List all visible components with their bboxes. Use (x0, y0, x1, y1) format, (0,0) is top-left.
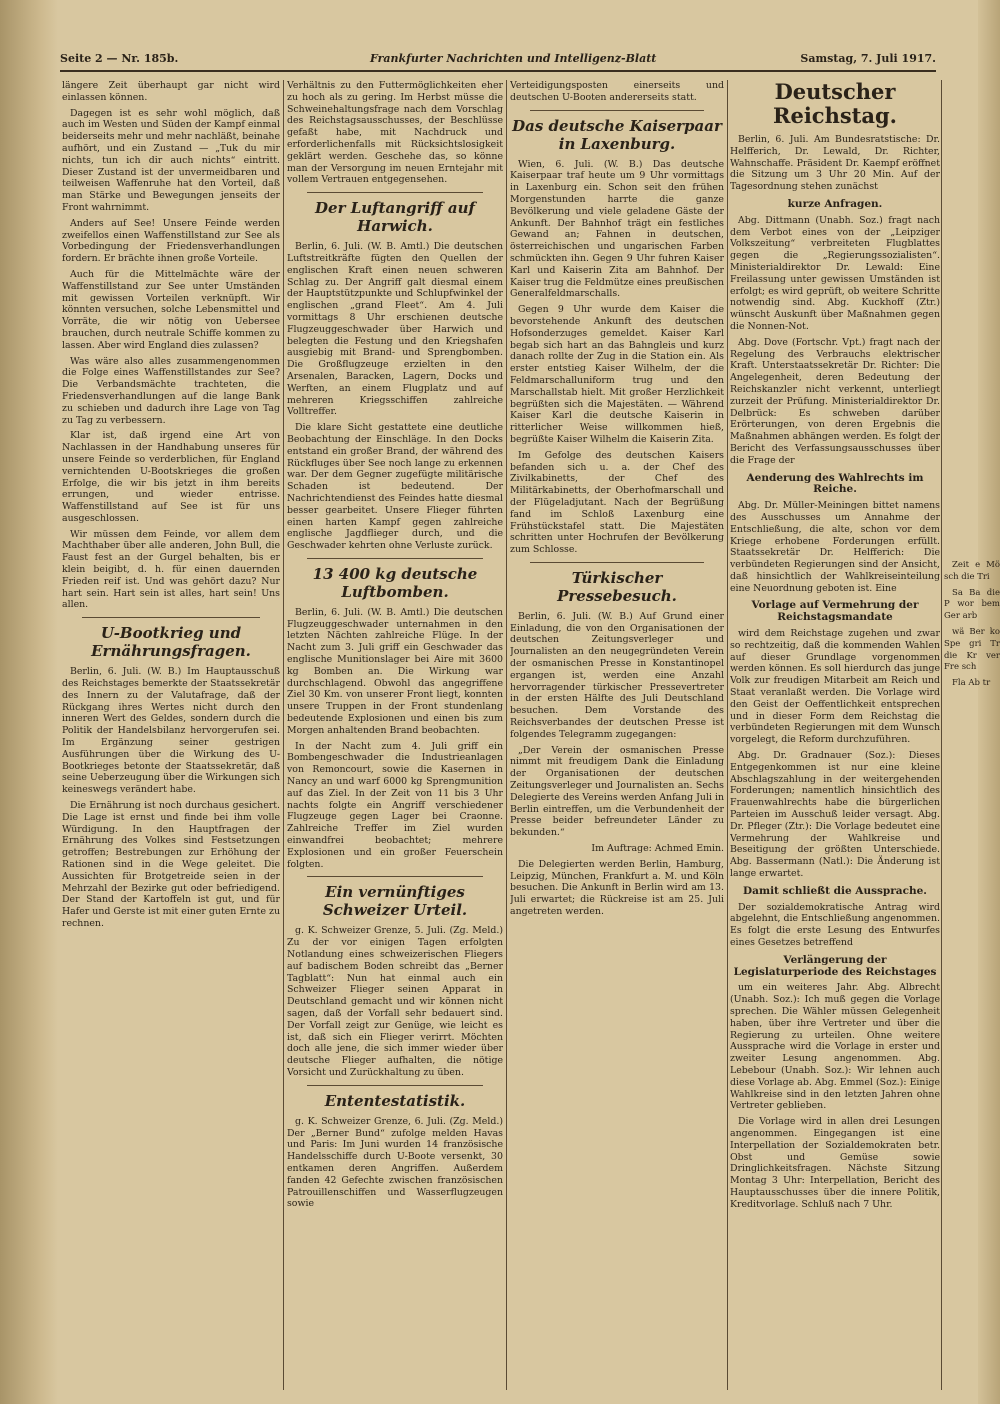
article-text: Gegen 9 Uhr wurde dem Kaiser die bevorstehende Ankunft des deutschen Hofsonderzuges gemeldet. Kaiser Karl begab sich hart an das Bahngleis und kurz danach rollte der Zug in die Station ein. Als erster entstieg Kaiser Wilhelm, der die Feldmarschalluniform trug und den Marschallstab hielt. Mit großer Herzlichkeit begrüßten sich die Majestäten. — Während Kaiser Karl die deutsche Kaiserin in ritterlicher Weise willkommen hieß, begrüßte Kaiser Wilhelm die Kaiserin Zita. (510, 304, 724, 445)
page-fold-left (0, 0, 58, 1404)
article-text: Die Ernährung ist noch durchaus gesichert. Die Lage ist ernst und finde bei ihm volle Würdigung. In den Hauptfragen der Ernährung des Volkes sind Festsetzungen getroffen; Bestrebungen zur Erhöhung der Rationen sind in die Wege geleitet. Die Aussichten für Brotgetreide seien in der Mehrzahl der Bezirke gut oder befriedigend. Der Stand der Kartoffeln ist gut, und für Hafer und Gerste ist mit einer guten Ernte zu rechnen. (62, 800, 280, 929)
article-signature: Im Auftrage: Achmed Emin. (591, 843, 724, 855)
article-text: In der Nacht zum 4. Juli griff ein Bombengeschwader die Industrieanlagen von Remoncourt, sowie die Kasernen in Nancy an und warf 6000 kg Sprengmunition auf das Ziel. In der Zeit von 11 bis 3 Uhr nachts folgte ein Angriff verschiedener Flugzeuge gegen Lager bei Craonne. Zahlreiche Treffer im Ziel wurden einwandfrei beobachtet; mehrere Explosionen und ein großer Feuerschein folgten. (287, 740, 503, 870)
page-header (60, 52, 936, 72)
article-headline: Ein vernünftiges Schweizer Urteil. (322, 883, 468, 920)
article-headline: Das deutsche Kaiserpaar in Laxenburg. (512, 116, 722, 153)
article-text: Wir müssen dem Feinde, vor allem dem Machthaber über alle anderen, John Bull, die Faust fest an der Gurgel behalten, bis er klein beigibt, d. h. für einen dauernden Frieden reif ist. Und was gehört dazu? Nur hart sein. Hart sein ist alles, hart sein! Uns allen. (62, 528, 280, 611)
column-5-partial (944, 80, 1000, 1390)
article-text: Die Delegierten werden Berlin, Hamburg, Leipzig, München, Frankfurt a. M. und Köln besuchen. Die Ankunft in Berlin wird am 13. Juli erwartet; die Rückreise ist am 25. Juli angetreten werden. (510, 858, 724, 918)
column-2 (287, 80, 503, 1390)
article-text: „Der Verein der osmanischen Presse nimmt mit freudigem Dank die Einladung der Organisationen der deutschen Zeitungsverleger und Journalisten an. Sechs Delegierte des Vereins werden Anfang Juli in Berlin eintreffen, um die Verbundenheit der Presse beider befreundeter Länder zu bekunden.“ (510, 744, 724, 839)
section-headline: Deutscher Reichstag. (773, 80, 897, 128)
article-text: Berlin, 6. Juli. Am Bundesratstische: Dr. Helfferich, Dr. Lewald, Dr. Richter, Wahnschaffe. Präsident Dr. Kaempf eröffnet die Sitzung um 3 Uhr 20 Min. Auf der Tagesordnung stehen zunächst (730, 134, 940, 193)
subheading: Damit schließt die Aussprache. (743, 884, 927, 897)
article-text: Berlin, 6. Juli. (W. B.) Auf Grund einer Einladung, die von den Organisationen der deutschen Zeitungsverleger und Journalisten an den neugegründeten Verein der osmanischen Presse in Konstantinopel ergangen ist, werden eine Anzahl hervorragender türkischer Pressevertreter in der ersten Hälfte des Juli Deutschland besuchen. Dem Vorstande des Reichsverbandes der deutschen Presse ist folgendes Telegramm zugegangen: (510, 610, 724, 740)
article-text: Im Gefolge des deutschen Kaisers befanden sich u. a. der Chef des Zivilkabinetts, der Chef des Militärkabinetts, der Oberhofmarschall und der Flügeladjutant. Nach der Begrüßung fand im Schloß Laxenburg eine Frühstückstafel statt. Die Majestäten schritten unter Hochrufen der Bevölkerung zum Schlosse. (510, 449, 724, 556)
subheading: Vorlage auf Vermehrung der Reichstagsmandate (751, 599, 919, 624)
article-text: Wien, 6. Juli. (W. B.) Das deutsche Kaiserpaar traf heute um 9 Uhr vormittags in Laxenburg ein. Schon seit den frühen Morgenstunden harrte die ganze Bevölkerung und viele geladene Gäste der Ankunft. Der Bahnhof trägt ein festliches Gewand an; Fahnen in deutschen, österreichischen und ungarischen Farben schmückten ihn. Gegen 9 Uhr fuhren Kaiser Karl und Kaiserin Zita am Bahnhof. Der Kaiser trug die Feldmütze eines preußischen Generalfeldmarschalls. (510, 158, 724, 300)
column-1 (62, 80, 280, 1390)
article-text: Berlin, 6. Juli. (W. B. Amtl.) Die deutschen Luftstreitkräfte fügten den Quellen der englischen Kraft einen neuen schweren Schlag zu. Der Angriff galt diesmal einem der Hauptstützpunkte und Schlupfwinkel der englischen „grand Fleet“. Am 4. Juli vormittags 8 Uhr erschienen deutsche Flugzeuggeschwader über Harwich und belegten die Festung und den Kriegshafen ausgiebig mit Brand- und Sprengbomben. Die Großflugzeuge erzielten in den Arsenalen, Baracken, Lagern, Docks und Werften, an einem Flugplatz und auf mehreren Kriegsschiffen zahlreiche Volltreffer. (287, 241, 503, 418)
column-4 (730, 80, 940, 1390)
column-divider (283, 80, 284, 1390)
article-text: Abg. Dr. Müller-Meiningen bittet namens des Ausschusses um Annahme der Entschließung, die alte, schon vor dem Kriege erhobene Forderungen erfüllt. Staatssekretär Dr. Helfferich: Die verbündeten Regierungen sind der Ansicht, daß hinsichtlich der Wahlkreiseinteilung eine Neuordnung geboten ist. Eine (730, 500, 940, 594)
article-text: Abg. Dove (Fortschr. Vpt.) fragt nach der Regelung des Verbrauchs elektrischer Kraft. Unterstaatssekretär Dr. Richter: Die Angelegenheit, deren Bedeutung der Reichskanzler nicht verkennt, unterliegt zurzeit der Prüfung. Ministerialdirektor Dr. Delbrück: Es schweben darüber Erörterungen, von deren Ergebnis die Maßnahmen abhängen werden. Es folgt der Bericht des Verfassungsausschusses über die Frage der (730, 336, 940, 466)
article-headline: 13 400 kg deutsche Luftbomben. (312, 564, 478, 601)
article-text: Klar ist, daß irgend eine Art von Nachlassen in der Handhabung unseres für unsere Feinde so verderblichen, für England vernichtenden U-Bootskrieges die großen Erfolge, die wir bis jetzt in ihm bereits errungen, und wieder entrisse. Waffenstillstand auf See ist für uns ausgeschlossen. (62, 430, 280, 524)
article-text: um ein weiteres Jahr. Abg. Albrecht (Unabh. Soz.): Ich muß gegen die Vorlage sprechen. Die Wähler müssen Gelegenheit haben, über ihre Vertreter und über die Regierung zu urteilen. Ohne weitere Aussprache wird die Vorlage in erster und zweiter Lesung angenommen. Abg. Lebebour (Unabh. Soz.): Wir lehnen auch diese Vorlage ab. Abg. Emmel (Soz.): Einige Wahlkreise sind in den letzten Jahren ohne Vertreter geblieben. (730, 982, 940, 1112)
masthead: Frankfurter Nachrichten und Intelligenz-Blatt (370, 52, 657, 65)
subheading: Verlängerung der Legislaturperiode des Reichstages (733, 953, 937, 978)
article-headline: Ententestatistik. (324, 1091, 466, 1110)
article-text: längere Zeit überhaupt gar nicht wird einlassen können. (62, 80, 280, 103)
subheading: kurze Anfragen. (787, 197, 883, 210)
article-text: Fla Ab tr (952, 678, 991, 689)
article-separator (307, 192, 483, 193)
article-text: Dagegen ist es sehr wohl möglich, daß auch im Westen und Süden der Kampf einmal beiderseits mehr und mehr nachläßt, beinahe aufhört, und ein Zustand — „Tuk du mir nichts, tun ich dir auch nichts“ eintritt. Dieser Zustand ist der unvermeidbaren und teilweisen Waffenruhe hat den Vorteil, daß man Stärke und Bewegungen jenseits der Front wahrnimmt. (62, 107, 280, 213)
article-separator (530, 110, 704, 111)
article-text: Verhältnis zu den Futtermöglichkeiten eher zu hoch als zu gering. Im Herbst müsse die Schweinehaltungsfrage nach dem Vorschlag des Reichstagsausschusses, der Beschlüsse gefaßt habe, mit Nachdruck und erforderlichenfalls mit Rücksichtslosigkeit geklärt werden. Geschehe das, so könne man der Versorgung im neuen Erntejahr mit vollem Vertrauen entgegensehen. (287, 80, 503, 186)
article-separator (82, 617, 260, 618)
article-text: wä Ber ko Spe gri Tr die Kr ver Fre sch (944, 626, 1000, 673)
column-divider (941, 80, 942, 1390)
article-text: Zeit e Mö sch die Tri (944, 560, 1000, 582)
article-text: wird dem Reichstage zugehen und zwar so rechtzeitig, daß die kommenden Wahlen auf dieser Grundlage vorgenommen werden können. Es soll hierdurch das junge Volk zur freudigen Mitarbeit am Reich und Staat veranlaßt werden. Die Vorlage wird den Geist der Oeffentlichkeit entsprechen und in dieser Form dem Reichstag die verbündeten Regierungen mit dem Wunsch vorgelegt, die Reform durchzuführen. (730, 628, 940, 746)
article-text: g. K. Schweizer Grenze, 5. Juli. (Zg. Meld.) Zu der vor einigen Tagen erfolgten Notlandung eines schweizerischen Fliegers auf badischem Boden schreibt das „Berner Tagblatt“: Nun hat einmal auch ein Schweizer Flieger seinen Apparat in Deutschland gemacht und wir können nicht sagen, daß der Vorfall sehr bedauert sind. Der Vorfall zeigt zur Genüge, wie leicht es ist, daß sich ein Flieger verirrt. Möchten doch alle jene, die sich immer wieder über deutsche Flieger aufhalten, die nötige Vorsicht und Zurückhaltung zu üben. (287, 925, 503, 1078)
article-text: Abg. Dr. Gradnauer (Soz.): Dieses Entgegenkommen ist nur eine kleine Abschlagszahlung in der weitergehenden Forderungen; namentlich hinsichtlich des Frauenwahlrechts habe die bürgerlichen Parteien im Ausschuß leider versagt. Abg. Dr. Pfleger (Ztr.): Die Vorlage bedeutet eine Vermehrung der Wahlkreise und Beseitigung der größten Unterschiede. Abg. Bassermann (Natl.): Die Änderung ist lange erwartet. (730, 750, 940, 880)
article-separator (307, 876, 483, 877)
column-divider (727, 80, 728, 1390)
article-text: Der sozialdemokratische Antrag wird abgelehnt, die Entschließung angenommen. Es folgt die erste Lesung des Entwurfes eines Gesetzes betreffend (730, 901, 940, 948)
article-text: Abg. Dittmann (Unabh. Soz.) fragt nach dem Verbot eines von der „Leipziger Volkszeitung“ verbreiteten Flugblattes gegen die „Regierungssozialisten“. Ministerialdirektor Dr. Lewald: Eine Freilassung unter gewissen Umständen ist erfolgt; es wird geprüft, ob weitere Schritte notwendig sind. Abg. Kuckhoff (Ztr.) wünscht Auskunft über Maßnahmen gegen die Nonnen-Not. (730, 214, 940, 332)
article-separator (307, 1085, 483, 1086)
issue-date: Samstag, 7. Juli 1917. (800, 52, 936, 65)
column-divider (506, 80, 507, 1390)
article-headline: Türkischer Pressebesuch. (557, 568, 677, 605)
article-text: Die klare Sicht gestattete eine deutliche Beobachtung der Einschläge. In den Docks entstand ein großer Brand, der während des Rückfluges über See noch lange zu erkennen war. Der dem Gegner zugefügte militärische Schaden ist bedeutend. Der Nachrichtendienst des Feindes hatte diesmal besser gearbeitet. Unsere Flieger führten einen harten Kampf gegen zahlreiche englische Jagdflieger durch, und die Geschwader kehrten ohne Verluste zurück. (287, 422, 503, 552)
article-text: Anders auf See! Unsere Feinde werden zweifellos einen Waffenstillstand zur See als Vorbedingung der Friedensverhandlungen fordern. Er brächte ihnen große Vorteile. (62, 217, 280, 265)
page-number: Seite 2 — Nr. 185b. (60, 52, 179, 65)
article-text: Die Vorlage wird in allen drei Lesungen angenommen. Eingegangen ist eine Interpellation der Sozialdemokraten betr. Obst und Gemüse sowie Dringlichkeitsfragen. Nächste Sitzung Montag 3 Uhr: Interpellation, Bericht des Hauptausschusses über die innere Politik, Kreditvorlage. Schluß nach 7 Uhr. (730, 1116, 940, 1210)
article-text: Berlin, 6. Juli. (W. B. Amtl.) Die deutschen Flugzeuggeschwader unternahmen in den letzten Nächten zahlreiche Flüge. In der Nacht zum 3. Juli griff ein Geschwader das englische Munitionslager bei Aire mit 3600 kg Bomben an. Die Wirkung war durchschlagend. Obwohl das angegriffene Ziel 30 Km. von unserer Front liegt, konnten unsere Truppen in der Front stundenlang bedeutende Explosionen und einen bis zum Morgen anhaltenden Brand beobachten. (287, 606, 503, 736)
column-3 (510, 80, 724, 1390)
article-text: Was wäre also alles zusammengenommen die Folge eines Waffenstillstandes zur See? Die Verbandsmächte trachteten, die Friedensverhandlungen auf die lange Bank zu schieben und dadurch ihre Lage von Tag zu Tag zu verbessern. (62, 355, 280, 426)
article-separator (530, 562, 704, 563)
article-text: Sa Ba die P wor bem Ger arb (944, 587, 1000, 622)
header-rule (60, 70, 936, 72)
article-text: Verteidigungsposten einerseits und deutschen U-Booten andererseits statt. (510, 80, 724, 103)
article-text: Berlin, 6. Juli. (W. B.) Im Hauptausschuß des Reichstages bemerkte der Staatssekretär des Innern zu der Valutafrage, daß der Rückgang ihres Wertes nicht durch den inneren Wert des Geldes, sondern durch die Politik der Handelsbilanz hervorgerufen sei. Im Ergänzung seiner gestrigen Ausführungen über die Wirkung des U-Bootkrieges betonte der Staatssekretär, daß seine Ueberzeugung über die Wirkungen sich keineswegs verändert habe. (62, 666, 280, 796)
article-headline: Der Luftangriff auf Harwich. (315, 199, 475, 236)
article-text: Auch für die Mittelmächte wäre der Waffenstillstand zur See unter Umständen mit gewissen Vorteilen verknüpft. Wir könnten versuchen, solche Lebensmittel und Vorräte, die wir nötig von Uebersee brauchen, durch neutrale Schiffe kommen zu lassen. Aber wird England dies zulassen? (62, 268, 280, 351)
article-headline: U-Bootkrieg und Ernährungsfragen. (91, 624, 251, 661)
article-text: g. K. Schweizer Grenze, 6. Juli. (Zg. Meld.) Der „Berner Bund“ zufolge melden Havas und Paris: Im Juni wurden 14 französische Handelsschiffe durch U-Boote versenkt, 30 entkamen deren Angriffen. Außerdem fanden 42 Gefechte zwischen französischen Patrouillenschiffen und Wasserflugzeugen sowie (287, 1115, 503, 1210)
article-separator (307, 558, 483, 559)
subheading: Aenderung des Wahlrechts im Reiche. (746, 471, 924, 496)
